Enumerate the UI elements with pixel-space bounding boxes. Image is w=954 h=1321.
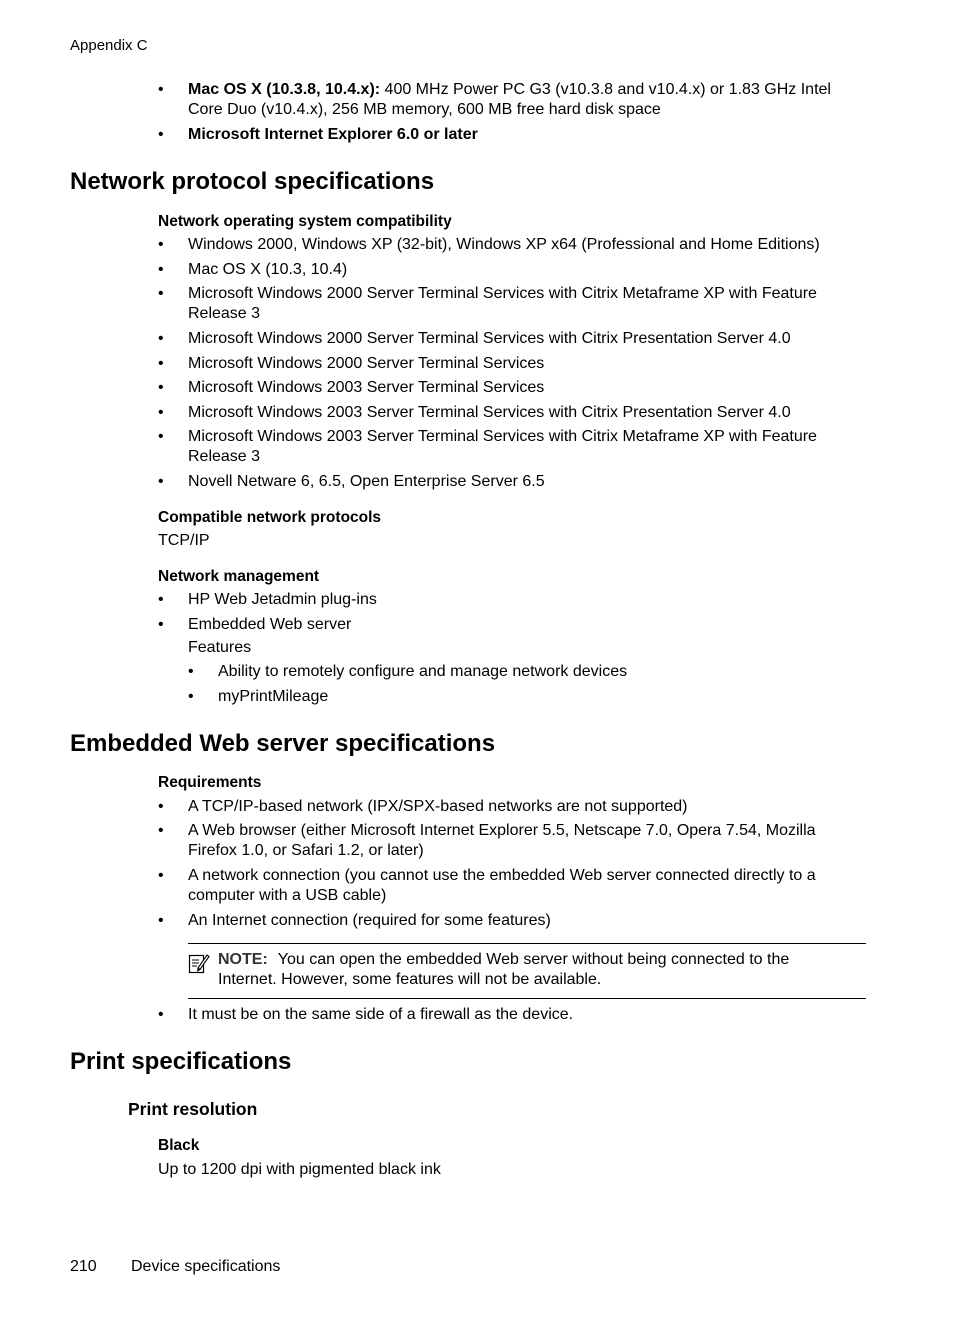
item-text: Microsoft Windows 2000 Server Terminal Services with Citrix Presentation Server 4.0 (188, 330, 791, 347)
item-text-line2: Firefox 1.0, or Safari 1.2, or later) (188, 842, 424, 859)
item-text: An Internet connection (required for some features) (188, 912, 551, 929)
bullet: • (158, 379, 164, 396)
bullet: • (158, 355, 164, 372)
bullet: • (158, 81, 164, 98)
item-text-line2: Release 3 (188, 305, 261, 322)
item-text-line2: computer with a USB cable) (188, 887, 387, 904)
item-text: Microsoft Windows 2000 Server Terminal Services with Citrix Metaframe XP with Feature (188, 285, 817, 302)
item-text: Novell Netware 6, 6.5, Open Enterprise Server 6.5 (188, 473, 545, 490)
item-text: Embedded Web server (188, 616, 352, 633)
bullet: • (158, 912, 164, 929)
bullet: • (158, 822, 164, 839)
item-text: Microsoft Windows 2003 Server Terminal Services with Citrix Presentation Server 4.0 (188, 404, 791, 421)
bullet: • (158, 616, 164, 633)
black-resolution-value: Up to 1200 dpi with pigmented black ink (158, 1161, 441, 1178)
item-text: HP Web Jetadmin plug-ins (188, 591, 377, 608)
subheading-management: Network management (158, 568, 320, 585)
item-text: myPrintMileage (218, 688, 329, 705)
bullet: • (158, 404, 164, 421)
bullet: • (158, 285, 164, 302)
item-text: A TCP/IP-based network (IPX/SPX-based networks are not supported) (188, 798, 688, 815)
item-text: Microsoft Windows 2003 Server Terminal Services (188, 379, 545, 396)
bullet: • (158, 236, 164, 253)
bullet: • (158, 867, 164, 884)
item-text: 400 MHz Power PC G3 (v10.3.8 and v10.4.x) or 1.83 GHz Intel (380, 81, 831, 98)
section-title-network: Network protocol specifications (70, 168, 435, 195)
bullet: • (158, 473, 164, 490)
subsection-print-resolution: Print resolution (128, 1099, 258, 1119)
item-bold-label: Microsoft Internet Explorer 6.0 or later (188, 126, 478, 143)
item-text: A Web browser (either Microsoft Internet Explorer 5.5, Netscape 7.0, Opera 7.54, Mozilla (188, 822, 816, 839)
item-text: Mac OS X (10.3, 10.4) (188, 261, 348, 278)
bullet: • (158, 428, 164, 445)
note-box (188, 943, 866, 999)
item-text: Microsoft Windows 2003 Server Terminal Services with Citrix Metaframe XP with Feature (188, 428, 817, 445)
section-title-print: Print specifications (70, 1048, 292, 1075)
page-number: 210 (70, 1258, 97, 1275)
bullet: • (158, 591, 164, 608)
subheading-requirements: Requirements (158, 774, 262, 791)
footer-section: Device specifications (131, 1258, 281, 1275)
item-text: Windows 2000, Windows XP (32-bit), Windows XP x64 (Professional and Home Editions) (188, 236, 820, 253)
subheading-black: Black (158, 1137, 200, 1154)
subheading-os-compat: Network operating system compatibility (158, 213, 452, 230)
bullet: • (158, 330, 164, 347)
item-text-line2: Core Duo (v10.4.x), 256 MB memory, 600 MB free hard disk space (188, 101, 661, 118)
note-line1: You can open the embedded Web server without being connected to the (277, 951, 790, 968)
protocols-value: TCP/IP (158, 532, 210, 549)
section-title-ews: Embedded Web server specifications (70, 730, 496, 757)
features-label: Features (188, 639, 252, 656)
bullet: • (158, 1006, 164, 1023)
note-text (218, 950, 789, 990)
bullet: • (158, 126, 164, 143)
bullet: • (158, 261, 164, 278)
item-text: A network connection (you cannot use the embedded Web server connected directly to a (188, 867, 816, 884)
item-text: It must be on the same side of a firewall as the device. (188, 1006, 574, 1023)
item-bold-label: Mac OS X (10.3.8, 10.4.x): (188, 81, 381, 98)
running-head: Appendix C (70, 37, 148, 54)
bullet: • (188, 663, 194, 680)
item-text: Ability to remotely configure and manage network devices (218, 663, 628, 680)
item-text-line2: Release 3 (188, 448, 261, 465)
note-label: NOTE: (218, 951, 268, 968)
bullet: • (188, 688, 194, 705)
bullet: • (158, 798, 164, 815)
item-text: Microsoft Windows 2000 Server Terminal Services (188, 355, 545, 372)
note-pencil-icon (188, 952, 210, 974)
subheading-protocols: Compatible network protocols (158, 509, 382, 526)
note-line2: Internet. However, some features will not be available. (218, 971, 602, 988)
